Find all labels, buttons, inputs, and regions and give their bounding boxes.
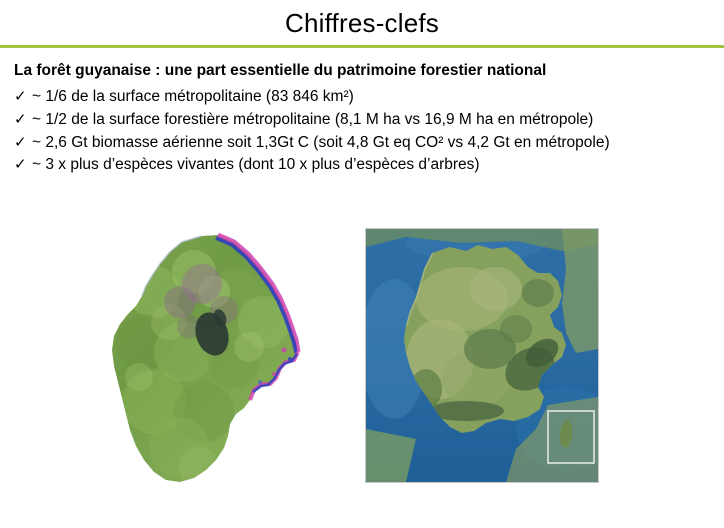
guyane-map-graphic <box>84 232 334 507</box>
list-item <box>14 154 714 177</box>
list-item <box>14 86 714 109</box>
image-row <box>0 222 724 522</box>
list-item <box>14 109 714 132</box>
check-icon: ✓ <box>14 88 27 105</box>
france-satellite-map <box>365 228 599 483</box>
france-map-graphic <box>366 229 598 482</box>
check-icon: ✓ <box>14 133 27 151</box>
page-title: Chiffres-clefs <box>284 8 440 38</box>
check-icon: ✓ <box>14 110 27 128</box>
list-item <box>14 132 714 155</box>
bullet-list <box>10 86 714 177</box>
list-item-label: ~ 1/2 de la surface forestière métropolitaine (8,1 M ha vs 16,9 M ha en métropole) <box>32 110 594 128</box>
lead-paragraph: La forêt guyanaise : une part essentielle du patrimoine forestier national <box>14 62 547 79</box>
list-item-label: ~ 3 x plus d’espèces vivantes (dont 10 x plus d’espèces d’arbres) <box>32 156 480 174</box>
guyane-satellite-map <box>84 232 334 507</box>
check-icon: ✓ <box>14 156 27 174</box>
content-block <box>0 48 724 177</box>
list-item-label: ~ 1/6 de la surface métropolitaine (83 846 km²) <box>32 88 354 105</box>
list-item-label: ~ 2,6 Gt biomasse aérienne soit 1,3Gt C (soit 4,8 Gt eq CO² vs 4,2 Gt en métropole) <box>32 133 610 151</box>
